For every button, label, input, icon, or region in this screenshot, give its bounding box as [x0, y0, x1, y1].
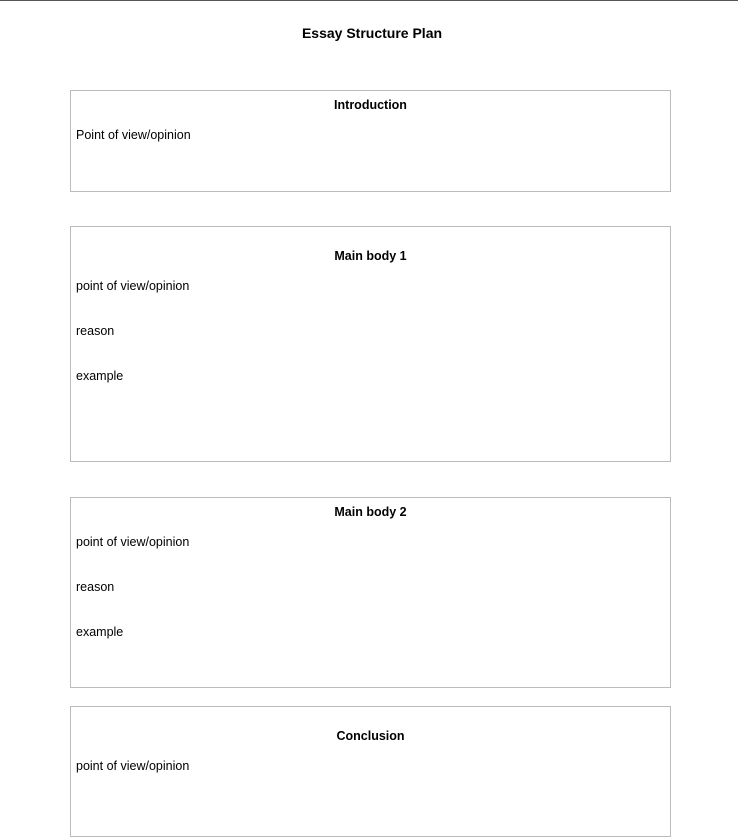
- section-main-body-2: [70, 497, 671, 688]
- field-example: example: [76, 625, 124, 639]
- section-main-body-1: [70, 226, 671, 462]
- section-introduction: [70, 90, 671, 192]
- field-reason: reason: [76, 580, 115, 594]
- page-title: Essay Structure Plan: [301, 25, 443, 41]
- field-point-of-view: point of view/opinion: [76, 759, 190, 773]
- top-rule: [0, 0, 738, 1]
- field-point-of-view: point of view/opinion: [76, 279, 190, 293]
- section-conclusion: [70, 706, 671, 837]
- section-heading: Conclusion: [336, 729, 405, 743]
- field-reason: reason: [76, 324, 115, 338]
- field-point-of-view: point of view/opinion: [76, 535, 190, 549]
- field-point-of-view: Point of view/opinion: [76, 128, 191, 142]
- field-example: example: [76, 369, 124, 383]
- section-heading: Main body 1: [334, 249, 407, 263]
- section-heading: Introduction: [334, 98, 407, 112]
- section-heading: Main body 2: [334, 505, 407, 519]
